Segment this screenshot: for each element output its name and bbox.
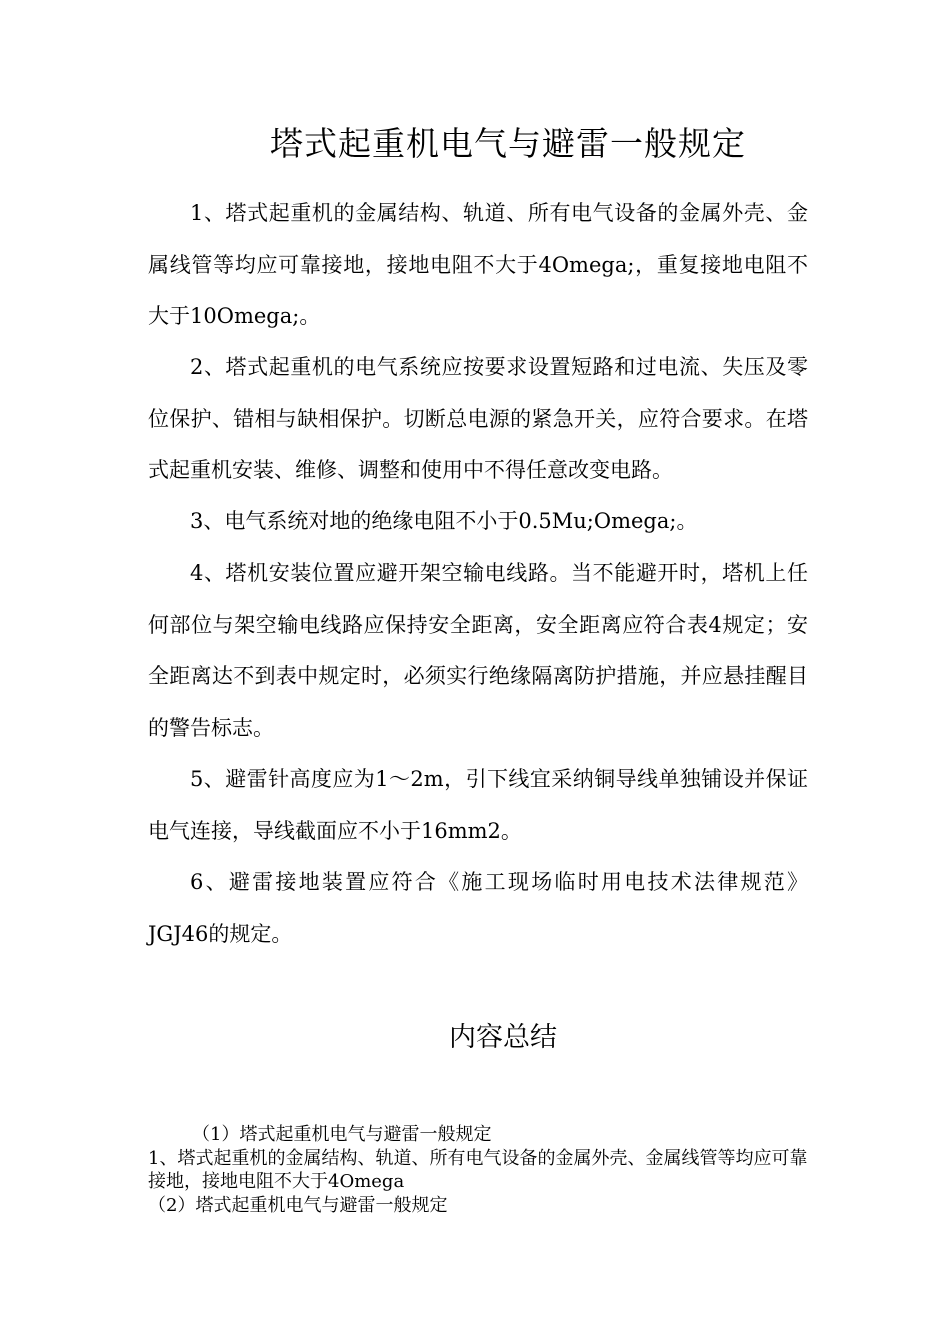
summary-title: 内容总结: [449, 1022, 557, 1053]
paragraph-1: 1、塔式起重机的金属结构、轨道、所有电气设备的金属外壳、金属线管等均应可靠接地，接地电阻不大于4Omega;，重复接地电阻不大于10Omega;。: [148, 201, 808, 328]
summary-line-3: （2）塔式起重机电气与避雷一般规定: [148, 1195, 448, 1216]
paragraph-3: 3、电气系统对地的绝缘电阻不小于0.5Mu;Omega;。: [190, 509, 698, 533]
paragraph-4: 4、塔机安装位置应避开架空输电线路。当不能避开时，塔机上任何部位与架空输电线路应保持安全距离，安全距离应符合表4规定；安全距离达不到表中规定时，必须实行绝缘隔离防护措施，并应悬挂醒目的警告标志。: [148, 561, 808, 740]
summary-line-1: （1）塔式起重机电气与避雷一般规定: [192, 1124, 492, 1145]
paragraph-6: 6、避雷接地装置应符合《施工现场临时用电技术法律规范》JGJ46的规定。: [148, 870, 808, 946]
paragraph-5: 5、避雷针高度应为1～2m，引下线宜采纳铜导线单独铺设并保证电气连接，导线截面应不小于16mm2。: [148, 767, 808, 843]
paragraph-2: 2、塔式起重机的电气系统应按要求设置短路和过电流、失压及零位保护、错相与缺相保护。切断总电源的紧急开关，应符合要求。在塔式起重机安装、维修、调整和使用中不得任意改变电路。: [148, 355, 808, 482]
document-title: 塔式起重机电气与避雷一般规定: [270, 124, 746, 163]
summary-line-2: 1、塔式起重机的金属结构、轨道、所有电气设备的金属外壳、金属线管等均应可靠接地，接地电阻不大于4Omega: [148, 1148, 808, 1192]
